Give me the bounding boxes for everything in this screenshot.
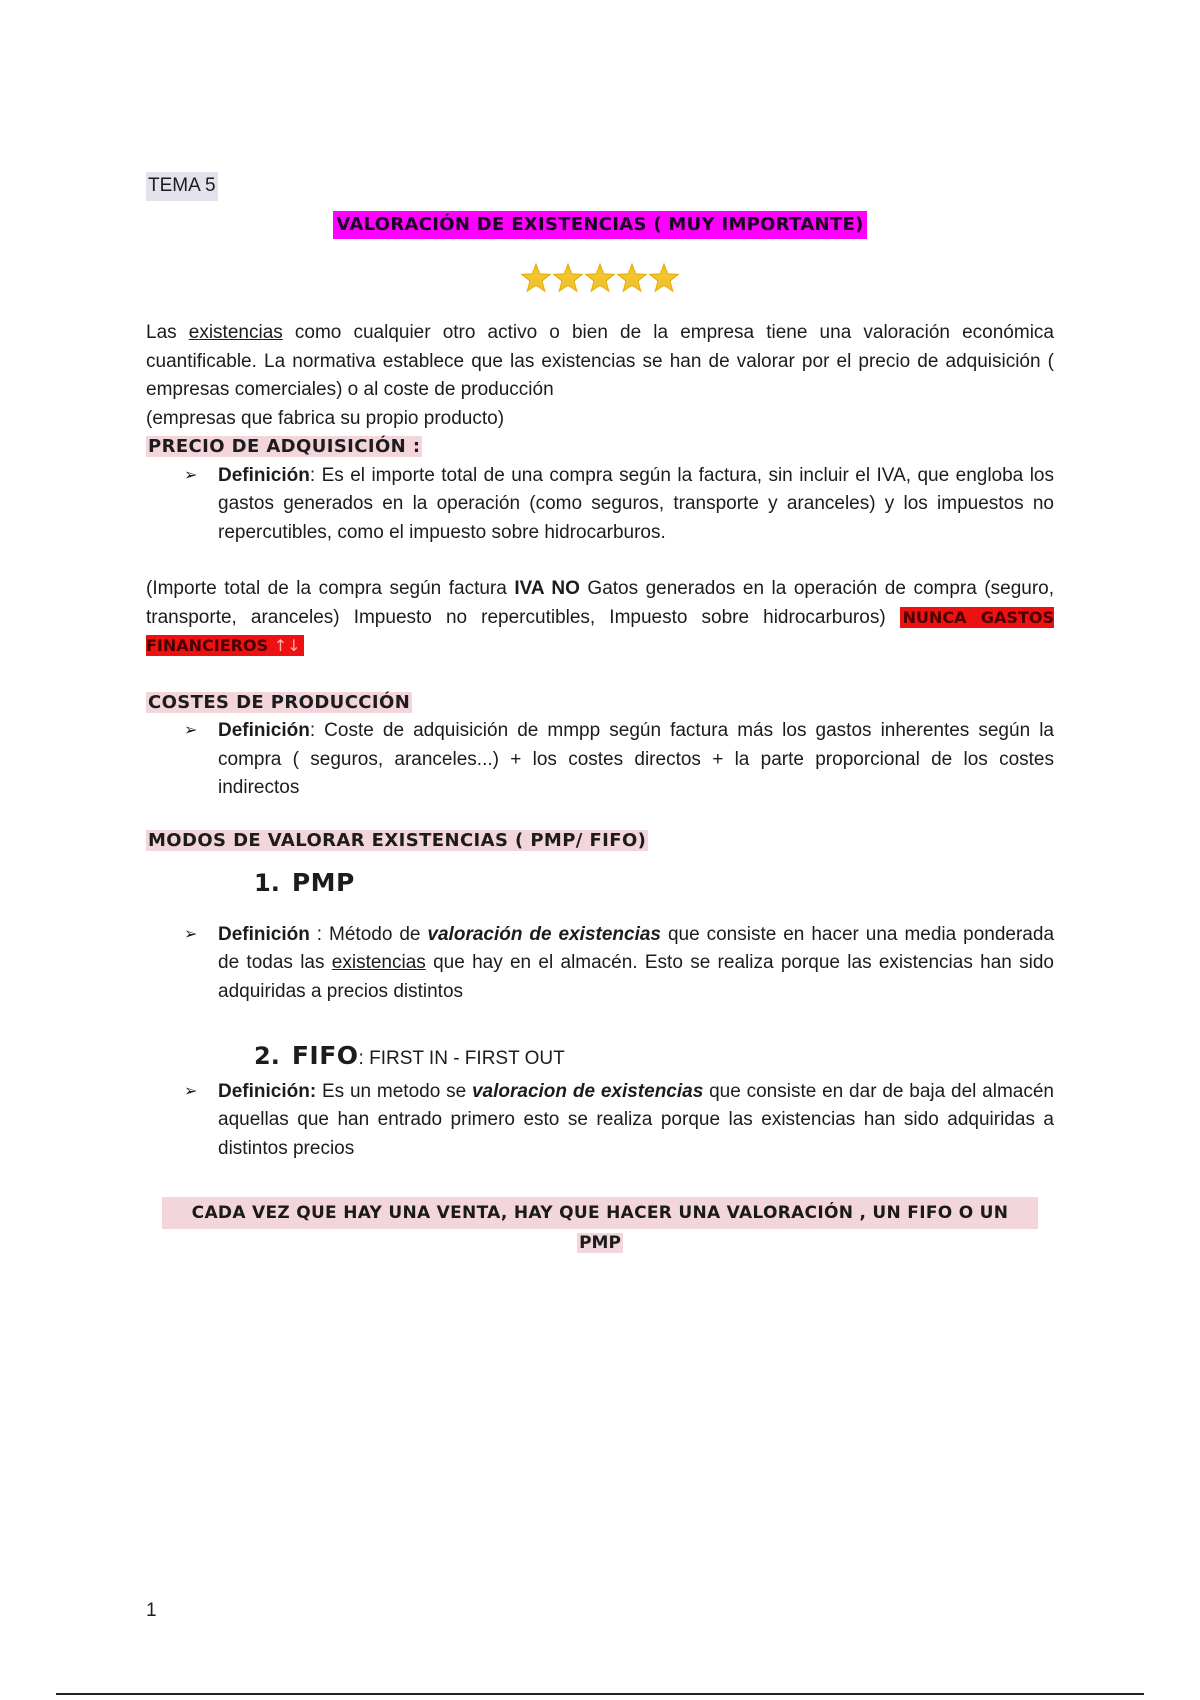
topic-tag: TEMA 5 <box>146 172 218 201</box>
star-icon <box>554 264 583 291</box>
intro-paragraph: Las existencias como cualquier otro activo o bien de la empresa tiene una valoración económica cuantificable. La normativa establece que las existencias se han de valorar por el precio de adquisición ( empresas comerciales) o al coste de producción <box>146 322 1054 400</box>
star-icon <box>586 264 615 291</box>
bullet-fifo: ➢ Definición: Es un metodo se valoracion de existencias que consiste en dar de baja del almacén aquellas que han entrado primero esto se realiza porque las existencias han sido adquiridas a distintos precios <box>146 1078 1054 1164</box>
heading-adquisicion: PRECIO DE ADQUISICIÓN : <box>148 436 421 457</box>
final-note: CADA VEZ QUE HAY UNA VENTA, HAY QUE HACER UNA VALORACIÓN , UN FIFO O UN <box>162 1197 1038 1229</box>
heading-modos: MODOS DE VALORAR EXISTENCIAS ( PMP/ FIFO) <box>148 829 647 851</box>
arrow-bullet-icon: ➢ <box>184 722 198 739</box>
arrow-bullet-icon: ➢ <box>184 466 198 484</box>
warning-highlight: NUNCA GASTOS FINANCIEROS ↑↓ <box>146 607 1054 655</box>
star-icon <box>650 264 679 291</box>
bullet-produccion: ➢ Definición: Coste de adquisición de mmpp según factura más los gastos inherentes según la compra ( seguros, aranceles...) + los costes directos + la parte proporcional de los costes indirectos <box>146 717 1054 803</box>
intro-line2: (empresas que fabrica su propio producto) <box>146 407 505 429</box>
subheading-pmp: 1. PMP <box>254 868 355 897</box>
bullet-pmp: ➢ Definición : Método de valoración de existencias que consiste en hacer una media ponderada de todas las existencias que hay en el almacén. Esto se realiza porque las existencias han sido adquiridas a precios distintos <box>146 921 1054 1007</box>
arrow-bullet-icon: ➢ <box>184 1082 198 1100</box>
up-down-arrows-icon: ↑↓ <box>273 636 301 655</box>
subheading-fifo: 2. FIFO: FIRST IN - FIRST OUT <box>254 1041 565 1070</box>
page-content <box>146 172 1054 1257</box>
underlined-term: existencias <box>188 322 283 343</box>
page-number: 1 <box>146 1600 157 1621</box>
final-note-tail: PMP <box>579 1233 621 1253</box>
bullet-adquisicion: ➢ Definición: Es el importe total de una compra según la factura, sin incluir el IVA, que engloba los gastos generados en la operación (como seguros, transporte y aranceles) y los impuestos no repercutibles, como el impuesto sobre hidrocarburos. <box>146 462 1054 548</box>
star-icon <box>522 264 551 291</box>
adquisicion-note: (Importe total de la compra según factura IVA NO Gatos generados en la operación de compra (seguro, transporte, aranceles) Impuesto no repercutibles, Impuesto sobre hidrocarburos) NUNCA GASTOS FINANCIEROS ↑↓ <box>146 578 1055 655</box>
footer-divider <box>56 1693 1144 1695</box>
star-icon <box>618 264 647 291</box>
arrow-bullet-icon: ➢ <box>184 925 198 943</box>
star-rating <box>146 261 1054 301</box>
stars-icon <box>520 261 680 297</box>
main-title: VALORACIÓN DE EXISTENCIAS ( MUY IMPORTANTE) <box>333 211 866 239</box>
heading-produccion: COSTES DE PRODUCCIÓN <box>148 691 411 713</box>
